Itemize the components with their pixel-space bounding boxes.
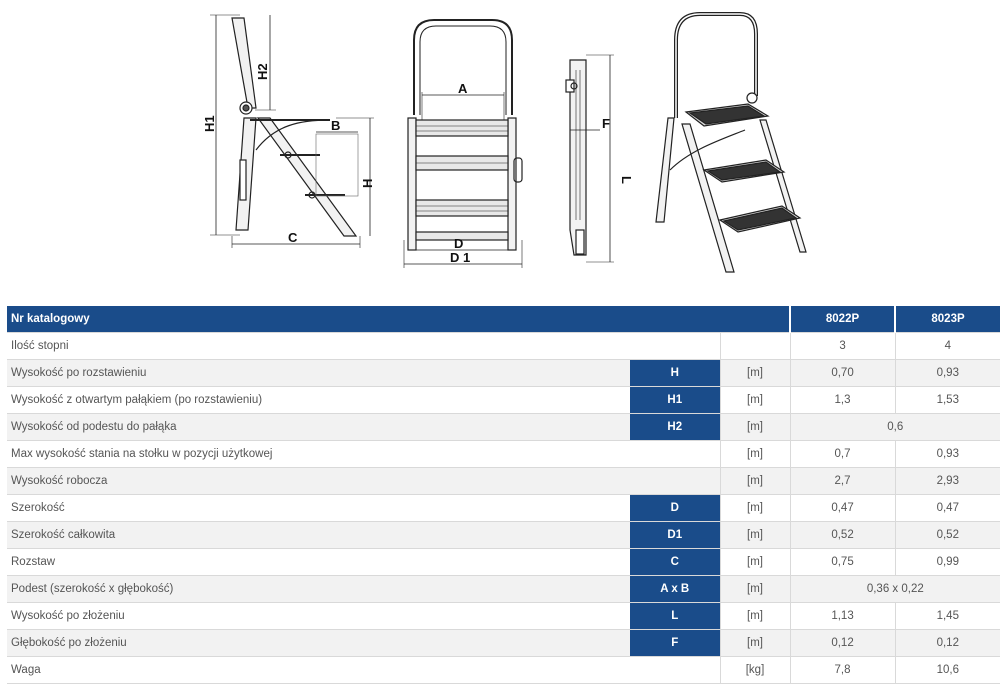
table-row: [7, 468, 1000, 495]
table-row: [7, 657, 1000, 684]
header-catalog-number: Nr katalogowy: [7, 306, 790, 333]
row-label: Szerokość całkowita: [7, 522, 630, 549]
row-value-8023p: 0,93: [895, 441, 1000, 468]
row-symbol: [630, 441, 720, 468]
row-symbol: H1: [630, 387, 720, 414]
label-a: A: [458, 81, 468, 96]
row-value-8022p: 0,47: [790, 495, 895, 522]
row-label: Głębokość po złożeniu: [7, 630, 630, 657]
row-unit: [m]: [720, 414, 790, 441]
row-value-8023p: 4: [895, 333, 1000, 360]
label-d1: D 1: [450, 250, 471, 265]
row-symbol: [630, 333, 720, 360]
row-label: Podest (szerokość x głębokość): [7, 576, 630, 603]
row-value-8022p: 2,7: [790, 468, 895, 495]
table-row: [7, 495, 1000, 522]
label-f: F: [602, 116, 610, 131]
row-symbol: D1: [630, 522, 720, 549]
label-d: D: [454, 236, 464, 251]
row-value-8023p: 10,6: [895, 657, 1000, 684]
row-label: Ilość stopni: [7, 333, 630, 360]
row-label: Wysokość z otwartym pałąkiem (po rozstawieniu): [7, 387, 630, 414]
table-row: [7, 333, 1000, 360]
row-value-8022p: 0,7: [790, 441, 895, 468]
row-unit: [m]: [720, 360, 790, 387]
row-label: Wysokość po rozstawieniu: [7, 360, 630, 387]
row-symbol: H2: [630, 414, 720, 441]
row-symbol: F: [630, 630, 720, 657]
row-value-8023p: 2,93: [895, 468, 1000, 495]
row-unit: [m]: [720, 387, 790, 414]
row-label: Max wysokość stania na stołku w pozycji użytkowej: [7, 441, 630, 468]
row-unit: [m]: [720, 468, 790, 495]
row-unit: [m]: [720, 576, 790, 603]
table-row: [7, 441, 1000, 468]
row-value-8022p: 1,3: [790, 387, 895, 414]
header-model-8023p: 8023P: [895, 306, 1000, 333]
label-h2: H2: [255, 63, 270, 80]
row-unit: [m]: [720, 630, 790, 657]
row-symbol: A x B: [630, 576, 720, 603]
table-row: [7, 549, 1000, 576]
table-row: [7, 630, 1000, 657]
table-row: [7, 387, 1000, 414]
specs-table: [7, 306, 1000, 684]
row-value-8023p: 0,12: [895, 630, 1000, 657]
table-row: [7, 603, 1000, 630]
row-label: Rozstaw: [7, 549, 630, 576]
table-row: [7, 576, 1000, 603]
row-label: Wysokość od podestu do pałąka: [7, 414, 630, 441]
header-model-8022p: 8022P: [790, 306, 895, 333]
row-value-8023p: 0,93: [895, 360, 1000, 387]
row-value-8022p: 0,52: [790, 522, 895, 549]
label-b: B: [331, 118, 341, 133]
side-view-drawing: [210, 15, 374, 248]
row-unit: [m]: [720, 522, 790, 549]
row-label: Szerokość: [7, 495, 630, 522]
row-unit: [720, 333, 790, 360]
label-h: H: [360, 178, 375, 188]
row-value-8022p: 0,12: [790, 630, 895, 657]
row-symbol: L: [630, 603, 720, 630]
row-label: Wysokość robocza: [7, 468, 630, 495]
table-row: [7, 360, 1000, 387]
row-unit: [kg]: [720, 657, 790, 684]
technical-drawings: [0, 0, 1000, 300]
row-value-8022p: 3: [790, 333, 895, 360]
row-value-merged: 0,6: [790, 414, 1000, 441]
row-label: Wysokość po złożeniu: [7, 603, 630, 630]
row-symbol: C: [630, 549, 720, 576]
row-value-8022p: 7,8: [790, 657, 895, 684]
row-unit: [m]: [720, 603, 790, 630]
row-symbol: H: [630, 360, 720, 387]
row-value-8022p: 0,75: [790, 549, 895, 576]
row-unit: [m]: [720, 549, 790, 576]
table-row: [7, 414, 1000, 441]
row-value-8023p: 1,53: [895, 387, 1000, 414]
row-unit: [m]: [720, 441, 790, 468]
label-l: L: [619, 176, 634, 184]
row-value-8023p: 1,45: [895, 603, 1000, 630]
perspective-view-drawing: [656, 14, 806, 272]
row-unit: [m]: [720, 495, 790, 522]
front-view-drawing: [404, 20, 522, 268]
row-value-8023p: 0,99: [895, 549, 1000, 576]
row-symbol: [630, 468, 720, 495]
row-symbol: D: [630, 495, 720, 522]
row-value-merged: 0,36 x 0,22: [790, 576, 1000, 603]
row-symbol: [630, 657, 720, 684]
row-value-8023p: 0,52: [895, 522, 1000, 549]
label-h1: H1: [202, 115, 217, 132]
row-value-8022p: 0,70: [790, 360, 895, 387]
folded-view-drawing: [566, 55, 614, 262]
row-label: Waga: [7, 657, 630, 684]
label-c: C: [288, 230, 298, 245]
row-value-8023p: 0,47: [895, 495, 1000, 522]
row-value-8022p: 1,13: [790, 603, 895, 630]
table-row: [7, 522, 1000, 549]
table-header-row: [7, 306, 1000, 333]
ladder-drawings-svg: [0, 0, 1000, 300]
